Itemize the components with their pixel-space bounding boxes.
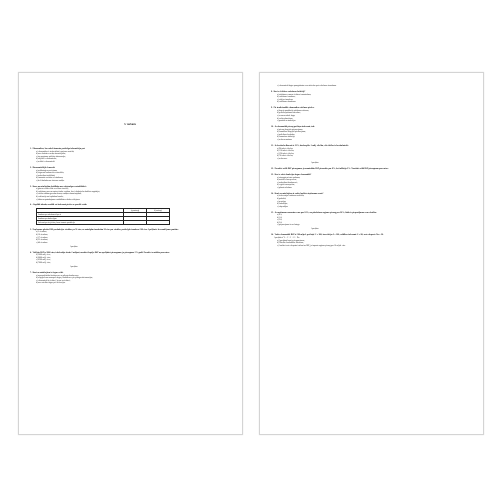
question-block bbox=[30, 252, 230, 269]
answer-option: a) aizsargāt privāto īpašumu; bbox=[277, 176, 301, 179]
question-text: Vidējais IKP ir 3000 eiro, iedzīvotāju skaits 2 miljoni, nosakiet kopējo IKP un aprēķiniet pieaugumu, ja pieaugums 5% gadā. Nosakiet rezultātu procentos: bbox=[32, 251, 170, 254]
question-number: 12. bbox=[271, 167, 274, 170]
answer-option: a) monopolistiskā konkurence un pilnīgā konkurence; bbox=[36, 274, 80, 277]
question-text: Kura no minētajām darbībām nav raksturīgas rentabilitātei: bbox=[32, 185, 87, 188]
question-number: 13. bbox=[271, 173, 274, 176]
question-number: 11. bbox=[271, 144, 274, 147]
page-left-content bbox=[30, 85, 230, 288]
answer-option: a) 0.5; bbox=[277, 214, 283, 217]
answer-option: a) kopējā produkcija ražošanas sistēmā; bbox=[277, 109, 309, 112]
question-number: 1. bbox=[30, 148, 32, 150]
answer-option: e) 40 vienības. bbox=[36, 241, 48, 244]
question-text: Kuri no minētajiem ir tirgus veidi: bbox=[32, 272, 64, 274]
answer-option: b) 110 tūkst. cilvēku; bbox=[277, 150, 294, 153]
table-header-cell: b) mainīgi bbox=[147, 209, 170, 213]
question-text: Uzņēmums pārdod 100 produkcijas vienības pa 50 eiro, ar mainīgām izmaksām 20 eiro par vienību, pastāvīgās izmaksas 500 eiro. Aprēķiniet bezzaudējuma punktu: bbox=[32, 228, 179, 231]
answer-option: d) subsīdijas; bbox=[277, 203, 288, 206]
question-block bbox=[271, 85, 471, 88]
question-text: Ja ekonomikā pieaug patēriņa izdevumi, tad: bbox=[274, 126, 315, 129]
answer-option: c) resursu sadale tirgū; bbox=[277, 115, 296, 118]
question-number: 16. bbox=[271, 234, 274, 237]
question-block bbox=[30, 204, 230, 225]
question-number: 10. bbox=[271, 126, 274, 129]
question-block bbox=[30, 148, 230, 163]
answer-option: e) plānot ražošanu. bbox=[277, 186, 293, 189]
answer-option: e) pieprasījums ir neelastīgs. bbox=[277, 224, 300, 227]
calculation-label: Aprēķins: bbox=[311, 161, 319, 164]
answer-option: b) 6000 milj. eiro; bbox=[36, 256, 51, 259]
question-text: Valsts ekonomikā IKP ir 500 mljrd., patēriņš C = 300, investīcijas I = 100, valdības izdevumi G = 80, neto eksports Xn = 20. bbox=[274, 234, 384, 237]
question-block bbox=[271, 145, 471, 165]
page-left bbox=[18, 72, 243, 435]
question-number: 2. bbox=[30, 166, 32, 169]
answer-option: d) izmantot sociālās veicināšanas; bbox=[36, 177, 64, 180]
question-text: Ja bezdarba līmenis ir 12%, darbaspēks 1 milj. cilvēku, cik cilvēku ir bezdarbnieki: bbox=[274, 144, 349, 147]
question-text: Harmonizētājā elementā: bbox=[32, 166, 56, 169]
answer-option: b) 1.0; bbox=[277, 216, 283, 219]
answer-option: e) nelabi ir ekonomiski. bbox=[36, 160, 55, 163]
table-row-label: Izmaksas par darba algām bbox=[37, 217, 124, 221]
question-number: 3. bbox=[30, 185, 32, 188]
answer-option: b) nav skaitīsies mērķa formulējums; bbox=[36, 153, 66, 156]
question-block bbox=[271, 193, 471, 208]
answer-option: c) palielinās bezdarbs; bbox=[277, 133, 295, 136]
question-block bbox=[271, 168, 471, 171]
answer-option: e) tieši darbības un sistēmas sadaļa. bbox=[36, 179, 65, 182]
question-block bbox=[271, 126, 471, 141]
answer-option: b) pabalsti; bbox=[277, 197, 286, 200]
table-cell-fixed bbox=[124, 221, 147, 225]
answer-option: c) vidējās izmaksas; bbox=[277, 98, 294, 101]
allocation-table bbox=[36, 208, 170, 225]
answer-option: a) 5 vienības; bbox=[36, 231, 47, 234]
answer-option: d) 70 tūkst. cilvēku; bbox=[277, 155, 293, 158]
answer-option: d) samazinās inflācija; bbox=[277, 136, 295, 139]
answer-option: e) nekas nemainās. bbox=[277, 138, 293, 141]
question-number: 14. bbox=[271, 192, 274, 195]
answer-option: c) Analizēt neto eksporta ietekmi uz IKP, ja importa apjoms pieaug par 10 mljrd. eiro. bbox=[277, 244, 346, 247]
table-cell-variable bbox=[147, 221, 170, 225]
answer-option: c) 6300 milj. eiro; bbox=[36, 259, 51, 262]
answer-option: d) objekts ir ekonomiskā; bbox=[36, 158, 57, 161]
answer-option: c) 17 vienības; bbox=[36, 236, 48, 239]
question-text: Pie tradicionālās ekonomikas sistēmas pieder: bbox=[273, 107, 315, 110]
answer-option: c) 2.0; bbox=[277, 219, 283, 222]
question-text: Aizpildīt tabulu, norādīt vai izdevumi pieder ar prasītā veidu bbox=[32, 204, 87, 207]
answer-option: b) noteikt cenas precēm; bbox=[277, 179, 297, 182]
answer-option: d) valsts plānošana; bbox=[277, 117, 293, 120]
answer-option: d) regulēt monopolus; bbox=[277, 184, 295, 187]
answer-option: c) 120 tūkst. cilvēku; bbox=[277, 152, 294, 155]
question-text: Ja uzņēmums samazina cenu par 10%, un pārdošanas apjoms pieaug par 20%, kāda ir pieprasījuma cenu elastība: bbox=[274, 211, 377, 214]
answer-option: a) ekonomikas ir teritoriālais iespējams noteikt; bbox=[36, 150, 75, 153]
question-block bbox=[271, 174, 471, 189]
question-number: 6. bbox=[30, 251, 32, 254]
table-row-label: Izmaksas par ražošanas telpu īri bbox=[37, 213, 124, 217]
question-block bbox=[271, 212, 471, 232]
question-number: 9. bbox=[271, 107, 273, 110]
answer-option: b) tirgus un konkurences stāvoklis; bbox=[36, 172, 64, 175]
question-text: Kurš no minētajiem ir valsts budžeta ieņēmumu avots? bbox=[274, 192, 324, 195]
question-block bbox=[30, 229, 230, 249]
answer-option: b) samazinās kopējais piedāvājums; bbox=[277, 131, 306, 134]
answer-option: e) paražas un tradīcijas. bbox=[277, 120, 296, 123]
question-number: 15. bbox=[271, 211, 274, 214]
answer-option: c) nodrošināt stabilitāti; bbox=[36, 174, 55, 177]
answer-option: e) nekas nav. bbox=[277, 157, 288, 160]
answer-option: d) 25 vienības; bbox=[36, 239, 48, 242]
answer-option: b) Noteikt ekonomikas līdzsvaru; bbox=[277, 242, 304, 245]
calculation-label: Aprēķins: bbox=[311, 228, 319, 231]
page-right bbox=[259, 72, 484, 435]
question-block bbox=[271, 107, 471, 122]
variant-title: 3. variants bbox=[124, 123, 136, 126]
question-number: 4. bbox=[30, 204, 32, 207]
question-text: Kas ir efektīvas ražošanas kritēriji? bbox=[273, 90, 306, 93]
question-number: 5. bbox=[30, 228, 32, 231]
answer-option: c) civilās raksturīgā mūsu līmeņa sadaļas samazinājumā; bbox=[36, 193, 82, 196]
question-block bbox=[30, 272, 230, 285]
answer-option: a) uzlabotāja novērtējums; bbox=[36, 169, 58, 172]
page-right-content bbox=[271, 85, 471, 251]
answer-option: a) pieaug kopējais pieprasījums; bbox=[277, 128, 303, 131]
question-text: Nosakiet reālā IKP pieaugumu, ja nominālais IKP pieaudzis par 8%, bet inflācija 3%. Nosakiet reālā IKP pieaugumu procentos: bbox=[274, 167, 389, 170]
question-number: 8. bbox=[271, 90, 273, 93]
answer-option: a) 90 tūkst. cilvēku; bbox=[277, 147, 293, 150]
answer-option: c) nodrošināt konkurenci; bbox=[277, 181, 298, 184]
answer-option: b) ražošanas procesu aptvert tādas vērtības, kas ir kalpojošas budžeta sagādājot; bbox=[36, 190, 100, 193]
answer-option: d) nav noteikts tirgus pēc definīcijas. bbox=[36, 282, 66, 285]
answer-option: b) ražošanas izmaksas; bbox=[277, 96, 296, 99]
question-number: 7. bbox=[30, 272, 32, 274]
answer-option: e) faktoru apstrādājumā rentabilitātes darbā veidojums. bbox=[36, 198, 81, 201]
question-block bbox=[271, 234, 471, 247]
question-block bbox=[30, 186, 230, 201]
answer-option: e) ekonomiski tirgus paaugstinātu cenu attiecībā pret ražošanas izmaksām. bbox=[277, 85, 337, 87]
answer-option: a) 3000 milj. eiro; bbox=[36, 254, 51, 257]
question-block bbox=[30, 167, 230, 182]
calculation-label: Aprēķins: bbox=[70, 245, 78, 248]
answer-option: a) ģimenes būtu ciklā veselības stāvokļi; bbox=[36, 188, 69, 191]
answer-option: b) 10 vienības; bbox=[36, 233, 48, 236]
table-header-cell: a) pastāvīgi bbox=[124, 209, 147, 213]
answer-option: d) 7000 milj. eiro; bbox=[36, 261, 51, 264]
answer-option: a) iedzīvotāju ienākuma nodoklis; bbox=[277, 195, 305, 198]
table-row bbox=[37, 221, 170, 225]
answer-option: d) 3.0; bbox=[277, 221, 283, 224]
calculation-label: Aprēķins: bbox=[70, 266, 78, 269]
answer-option: d) realizāciju un izplatības kanāls; bbox=[36, 196, 64, 198]
answer-option: d) ražošanas daudzums. bbox=[277, 101, 297, 104]
right-question-list bbox=[271, 85, 471, 248]
answer-option: e) stipendijas. bbox=[277, 205, 289, 208]
answer-option: a) ražošanas resursu efektīva izmantošana; bbox=[277, 93, 312, 96]
left-question-list bbox=[30, 148, 230, 285]
question-text: Ekonomikas, kas sakrīt izmanto pastāvīgo informāciju pat: bbox=[32, 148, 86, 150]
answer-option: b) privātā īpašuma attiecības; bbox=[277, 112, 301, 115]
answer-option: a) Aprēķināt kopējo pieprasījumu; bbox=[277, 239, 305, 242]
formula-line: Aprēķiniet: Y = C + I + G + Xn. bbox=[274, 237, 300, 240]
question-block bbox=[271, 91, 471, 104]
table-row-label: Izdevumi par izejvielām, kuras izmanto produkcijā bbox=[37, 221, 124, 225]
question-text: Kas ir valsts funkcijas tirgus ekonomikā? bbox=[274, 173, 312, 176]
answer-option: b) oligopols un monopols tirgus, konkurence pie pilnīgas informācijas; bbox=[36, 277, 93, 280]
answer-option: c) ekonomiski ir efektīvi, kā arī neefektīvi; bbox=[36, 279, 71, 282]
answer-option: c) pensijas; bbox=[277, 200, 287, 203]
answer-option: c) tas augstums paliekas informācija; bbox=[36, 155, 66, 158]
